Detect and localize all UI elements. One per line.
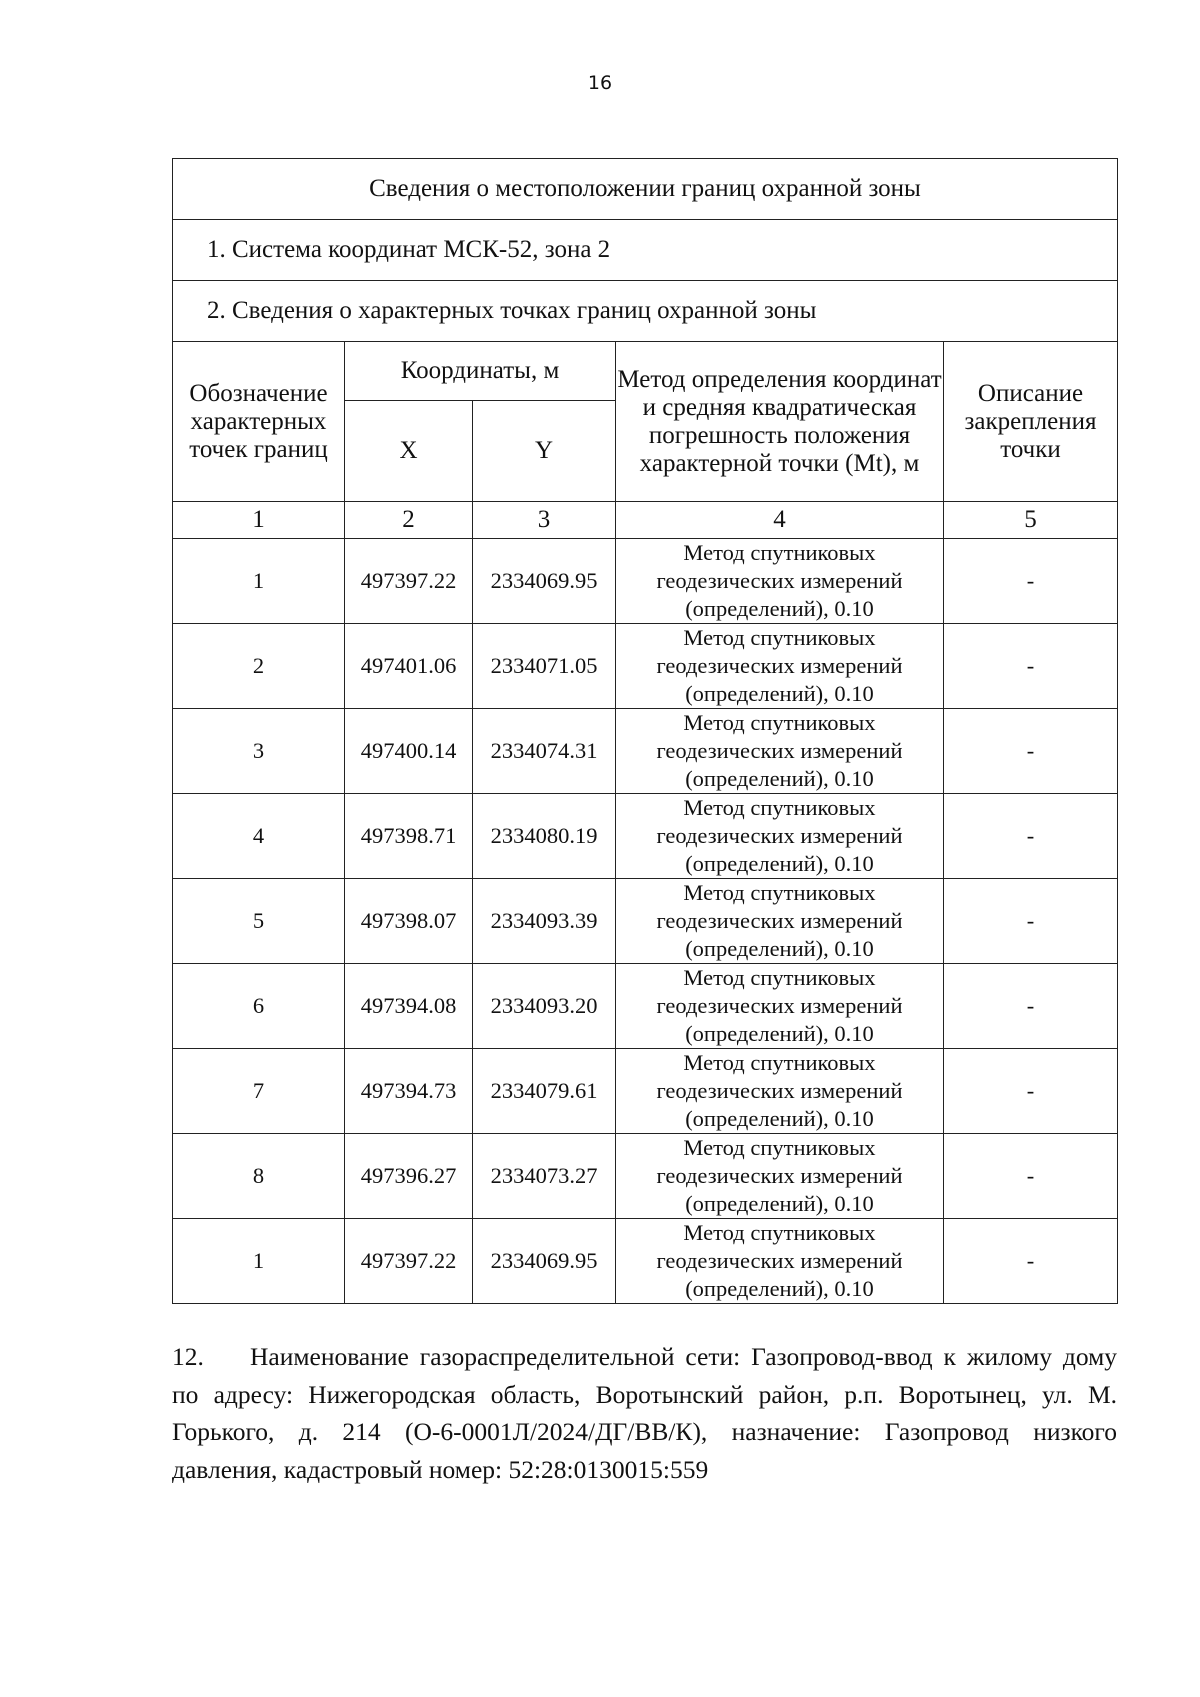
point-cell: 2: [173, 624, 345, 709]
method-cell: Метод спутниковых геодезических измерений (определений), 0.10: [616, 794, 944, 879]
x-cell: 497394.08: [345, 964, 473, 1049]
point-cell: 8: [173, 1134, 345, 1219]
description-cell: -: [944, 1219, 1118, 1304]
table-row: [173, 794, 1118, 879]
table-row: [173, 1134, 1118, 1219]
y-cell: 2334079.61: [473, 1049, 616, 1134]
point-cell: 4: [173, 794, 345, 879]
table-row: [173, 1219, 1118, 1304]
paragraph-text: Наименование газораспределительной сети: Газопровод-ввод к жилому дому по адресу: Нижегородская область, Воротынский район, р.п. Воротынец, ул. М. Горького, д. 214 (О-6-0001Л/2024/ДГ/ВВ/К), назначение: Газопровод низкого давления, кадастровый номер: 52:28:0130015:559: [172, 1342, 1117, 1484]
y-cell: 2334069.95: [473, 539, 616, 624]
column-number-row: [173, 502, 1118, 539]
table-row: [173, 1049, 1118, 1134]
column-number: 4: [616, 502, 944, 539]
table-row: [173, 879, 1118, 964]
y-cell: 2334093.20: [473, 964, 616, 1049]
point-cell: 5: [173, 879, 345, 964]
method-cell: Метод спутниковых геодезических измерений (определений), 0.10: [616, 624, 944, 709]
x-cell: 497397.22: [345, 539, 473, 624]
header-method: Метод определения координат и средняя квадратическая погрешность положения характерной точки (Mt), м: [616, 342, 944, 502]
x-cell: 497398.71: [345, 794, 473, 879]
description-cell: -: [944, 879, 1118, 964]
x-cell: 497401.06: [345, 624, 473, 709]
point-cell: 1: [173, 1219, 345, 1304]
description-cell: -: [944, 539, 1118, 624]
table-row: [173, 624, 1118, 709]
header-point-designation: Обозначение характерных точек границ: [173, 342, 345, 502]
description-cell: -: [944, 624, 1118, 709]
y-cell: 2334071.05: [473, 624, 616, 709]
table-body: [173, 539, 1118, 1304]
column-number: 1: [173, 502, 345, 539]
points-section-line: 2. Сведения о характерных точках границ охранной зоны: [173, 281, 1118, 342]
x-cell: 497397.22: [345, 1219, 473, 1304]
method-cell: Метод спутниковых геодезических измерений (определений), 0.10: [616, 539, 944, 624]
description-cell: -: [944, 709, 1118, 794]
table-title: Сведения о местоположении границ охранной зоны: [173, 159, 1118, 220]
column-number: 3: [473, 502, 616, 539]
description-cell: -: [944, 1134, 1118, 1219]
description-cell: -: [944, 1049, 1118, 1134]
description-cell: -: [944, 794, 1118, 879]
method-cell: Метод спутниковых геодезических измерений (определений), 0.10: [616, 1219, 944, 1304]
header-x: X: [345, 401, 473, 502]
protection-zone-table: [172, 158, 1118, 1304]
method-cell: Метод спутниковых геодезических измерений (определений), 0.10: [616, 1049, 944, 1134]
point-cell: 3: [173, 709, 345, 794]
x-cell: 497398.07: [345, 879, 473, 964]
y-cell: 2334093.39: [473, 879, 616, 964]
x-cell: 497400.14: [345, 709, 473, 794]
x-cell: 497396.27: [345, 1134, 473, 1219]
header-y: Y: [473, 401, 616, 502]
header-coordinates: Координаты, м: [345, 342, 616, 401]
page-number: 16: [587, 72, 613, 94]
column-number: 5: [944, 502, 1118, 539]
table-row: [173, 709, 1118, 794]
header-description: Описание закрепления точки: [944, 342, 1118, 502]
method-cell: Метод спутниковых геодезических измерений (определений), 0.10: [616, 1134, 944, 1219]
y-cell: 2334073.27: [473, 1134, 616, 1219]
method-cell: Метод спутниковых геодезических измерений (определений), 0.10: [616, 879, 944, 964]
description-cell: -: [944, 964, 1118, 1049]
point-cell: 7: [173, 1049, 345, 1134]
column-number: 2: [345, 502, 473, 539]
y-cell: 2334074.31: [473, 709, 616, 794]
network-description-paragraph: [172, 1338, 1117, 1488]
method-cell: Метод спутниковых геодезических измерений (определений), 0.10: [616, 964, 944, 1049]
x-cell: 497394.73: [345, 1049, 473, 1134]
point-cell: 6: [173, 964, 345, 1049]
point-cell: 1: [173, 539, 345, 624]
y-cell: 2334069.95: [473, 1219, 616, 1304]
y-cell: 2334080.19: [473, 794, 616, 879]
table-row: [173, 539, 1118, 624]
paragraph-number: 12.: [172, 1342, 204, 1371]
method-cell: Метод спутниковых геодезических измерений (определений), 0.10: [616, 709, 944, 794]
coordinate-system-line: 1. Система координат МСК-52, зона 2: [173, 220, 1118, 281]
table-row: [173, 964, 1118, 1049]
